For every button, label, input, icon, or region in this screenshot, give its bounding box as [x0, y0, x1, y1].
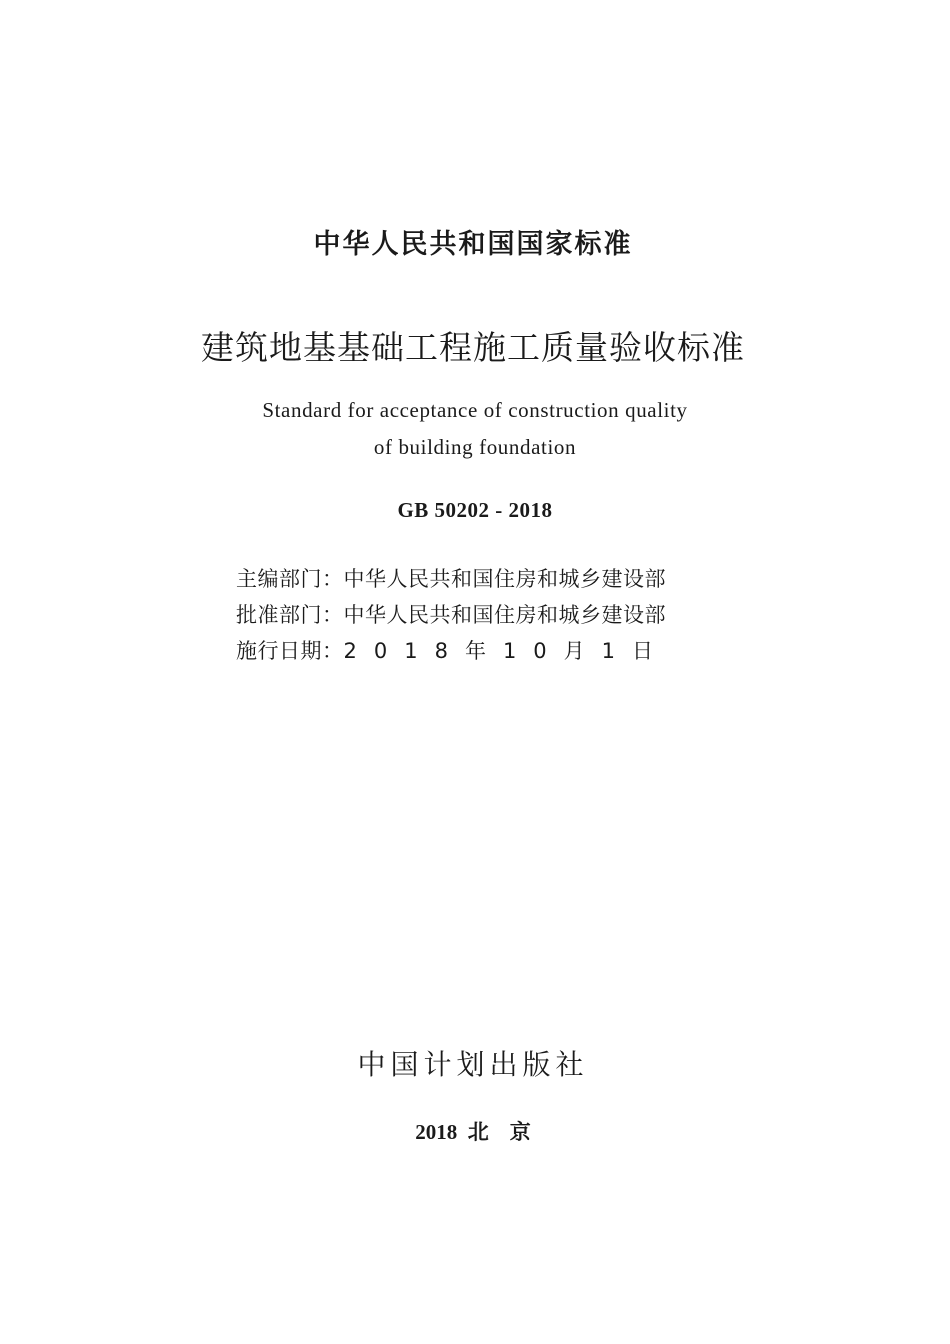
- editor-label: 主编部门：: [236, 567, 344, 591]
- editor-department: [236, 563, 666, 593]
- english-title-line-2: of building foundation: [373, 435, 577, 459]
- effective-date: [236, 635, 670, 665]
- standard-code: GB 50202 - 2018: [397, 498, 553, 522]
- approver-label: 批准部门：: [236, 603, 344, 627]
- approver-value: 中华人民共和国住房和城乡建设部: [343, 603, 666, 627]
- editor-value: 中华人民共和国住房和城乡建设部: [343, 567, 666, 591]
- series-title: 中华人民共和国国家标准: [313, 229, 633, 260]
- effective-date-value: 2018年10月1日: [343, 639, 671, 663]
- chinese-title: 建筑地基基础工程施工质量验收标准: [201, 328, 745, 367]
- english-title-line-1: Standard for acceptance of construction quality: [262, 398, 688, 422]
- effective-date-label: 施行日期：: [236, 639, 344, 663]
- publisher-name: 中国计划出版社: [357, 1048, 589, 1081]
- approver-department: [236, 599, 666, 629]
- imprint: 2018 北 京: [415, 1120, 531, 1144]
